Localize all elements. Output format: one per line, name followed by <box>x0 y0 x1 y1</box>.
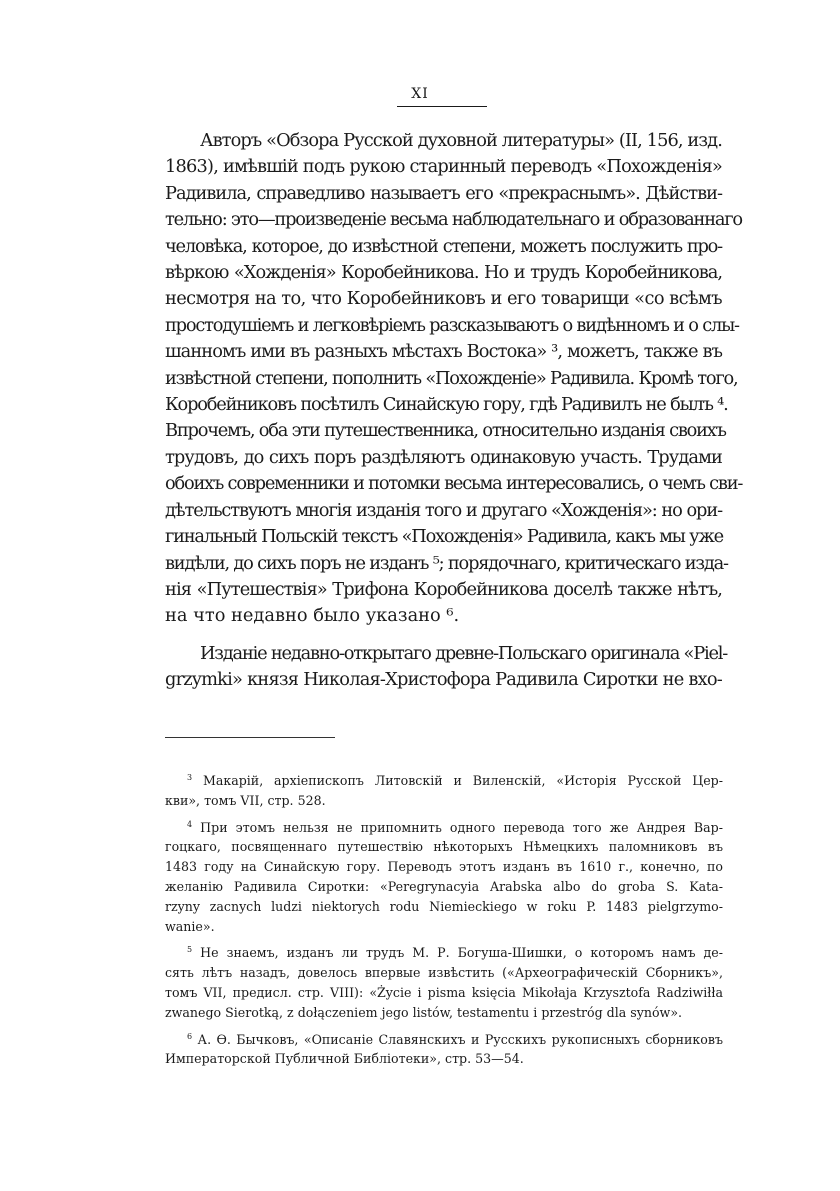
footnote-line: 1483 году на Синайскую гору. Переводъ этотъ изданъ въ 1610 г., конечно, по <box>165 859 723 875</box>
footnote-line: сять лѣтъ назадъ, довелось впервые извѣстить («Археографическій Сборникъ», <box>165 965 723 981</box>
footnote-line: желанію Радивила Сиротки: «Peregrynacyia Arabska albo do groba S. Kata- <box>165 878 723 894</box>
footnote-line: томъ VII, предисл. стр. VIII): «Życie i pisma księcia Mikołaja Krzysztofa Radziwiłła <box>165 984 723 1000</box>
text-line: обоихъ современники и потомки весьма интересовались, о чемъ сви- <box>165 473 743 495</box>
text-line: нія «Путешествія» Трифона Коробейникова доселѣ также нѣтъ, <box>165 578 722 600</box>
text-line: шанномъ ими въ разныхъ мѣстахъ Востока» ³, можетъ, также въ <box>165 341 722 363</box>
footnote-line <box>165 1030 723 1050</box>
footnote-line-text: Не знаемъ, изданъ ли трудъ М. Р. Богуша-Шишки, о которомъ намъ де- <box>200 945 723 961</box>
footnote-marker: 6 <box>187 1031 193 1041</box>
text-line: несмотря на то, что Коробейниковъ и его товарищи «со всѣмъ <box>165 288 722 310</box>
footnote-6 <box>165 1030 723 1070</box>
footnote-marker: 4 <box>187 819 193 829</box>
text-line: трудовъ, до сихъ поръ раздѣляютъ одинаковую участь. Трудами <box>165 446 722 468</box>
text-line: на что недавно было указано ⁶. <box>165 605 460 627</box>
text-line: Радивила, справедливо называетъ его «прекраснымъ». Дѣйстви- <box>165 182 722 204</box>
text-line: человѣка, которое, до извѣстной степени, можетъ послужить про- <box>165 235 722 257</box>
footnote-line <box>165 943 723 963</box>
footnote-marker: 5 <box>187 945 193 955</box>
footnote-line: wanie». <box>165 918 215 934</box>
footnote-line <box>165 771 723 791</box>
footnote-line: Императорской Публичной Библіотеки», стр. 53—54. <box>165 1051 524 1067</box>
paragraph-gap <box>165 630 722 641</box>
text-line: простодушіемъ и легковѣріемъ разсказываютъ о видѣнномъ и о слы- <box>165 314 739 336</box>
footnote-line: кви», томъ VII, стр. 528. <box>165 792 326 808</box>
text-line: видѣли, до сихъ поръ не изданъ ⁵; порядочнаго, критическаго изда- <box>165 552 728 574</box>
text-line: grzymki» князя Николая-Христофора Радивила Сиротки не вхо- <box>165 669 722 691</box>
footnote-line-text: А. Ѳ. Бычковъ, «Описаніе Славянскихъ и Русскихъ рукописныхъ сборниковъ <box>197 1031 723 1047</box>
footnote-separator <box>165 737 335 738</box>
main-text <box>165 128 743 694</box>
footnote-line: rzyny zacnych ludzi niektorych rodu Niemieckiego w roku P. 1483 pielgrzymo- <box>165 898 723 914</box>
text-line: Авторъ «Обзора Русской духовной литературы» (II, 156, изд. <box>200 130 722 151</box>
text-line: гинальный Польскій текстъ «Похожденія» Радивила, какъ мы уже <box>165 526 723 548</box>
text-line: тельно: это—произведеніе весьма наблюдательнаго и образованнаго <box>165 209 742 231</box>
footnote-5 <box>165 943 723 1022</box>
footnote-line: zwanego Sierotką, z dołączeniem jego listów, testamentu i przestróg dla synów». <box>165 1004 683 1020</box>
footnote-line: гоцкаго, посвященнаго путешествію нѣкоторыхъ Нѣмецкихъ паломниковъ въ <box>165 839 723 855</box>
text-line: дѣтельствуютъ многія изданія того и другаго «Хожденія»: но ори- <box>165 499 722 521</box>
footnote-marker: 3 <box>187 773 193 782</box>
paragraph-1 <box>165 128 743 630</box>
text-line: вѣркою «Хожденія» Коробейникова. Но и трудъ Коробейникова, <box>165 262 722 284</box>
text-line: Изданіе недавно-открытаго древне-Польскаго оригинала «Piel- <box>200 642 728 664</box>
footnotes <box>165 771 723 1076</box>
footnote-3 <box>165 771 723 811</box>
page-number-rule <box>397 106 487 107</box>
footnote-line <box>165 818 723 838</box>
text-line: Коробейниковъ посѣтилъ Синайскую гору, гдѣ Радивилъ не былъ ⁴. <box>165 394 728 416</box>
paragraph-2 <box>165 641 728 694</box>
footnote-line-text: Макарій, архіепископъ Литовскій и Виленскій, «Исторія Русской Цер- <box>202 773 723 788</box>
footnote-line-text: При этомъ нельзя не припомнить одного перевода того же Андрея Вар- <box>200 819 723 835</box>
text-line: извѣстной степени, пополнить «Похожденіе» Радивила. Кромѣ того, <box>165 367 738 389</box>
text-line: 1863), имѣвшій подъ рукою старинный переводъ «Похожденія» <box>165 156 722 178</box>
footnote-4 <box>165 818 723 937</box>
text-line: Впрочемъ, оба эти путешественника, относительно изданія своихъ <box>165 420 726 442</box>
page-number: XI <box>411 86 429 102</box>
